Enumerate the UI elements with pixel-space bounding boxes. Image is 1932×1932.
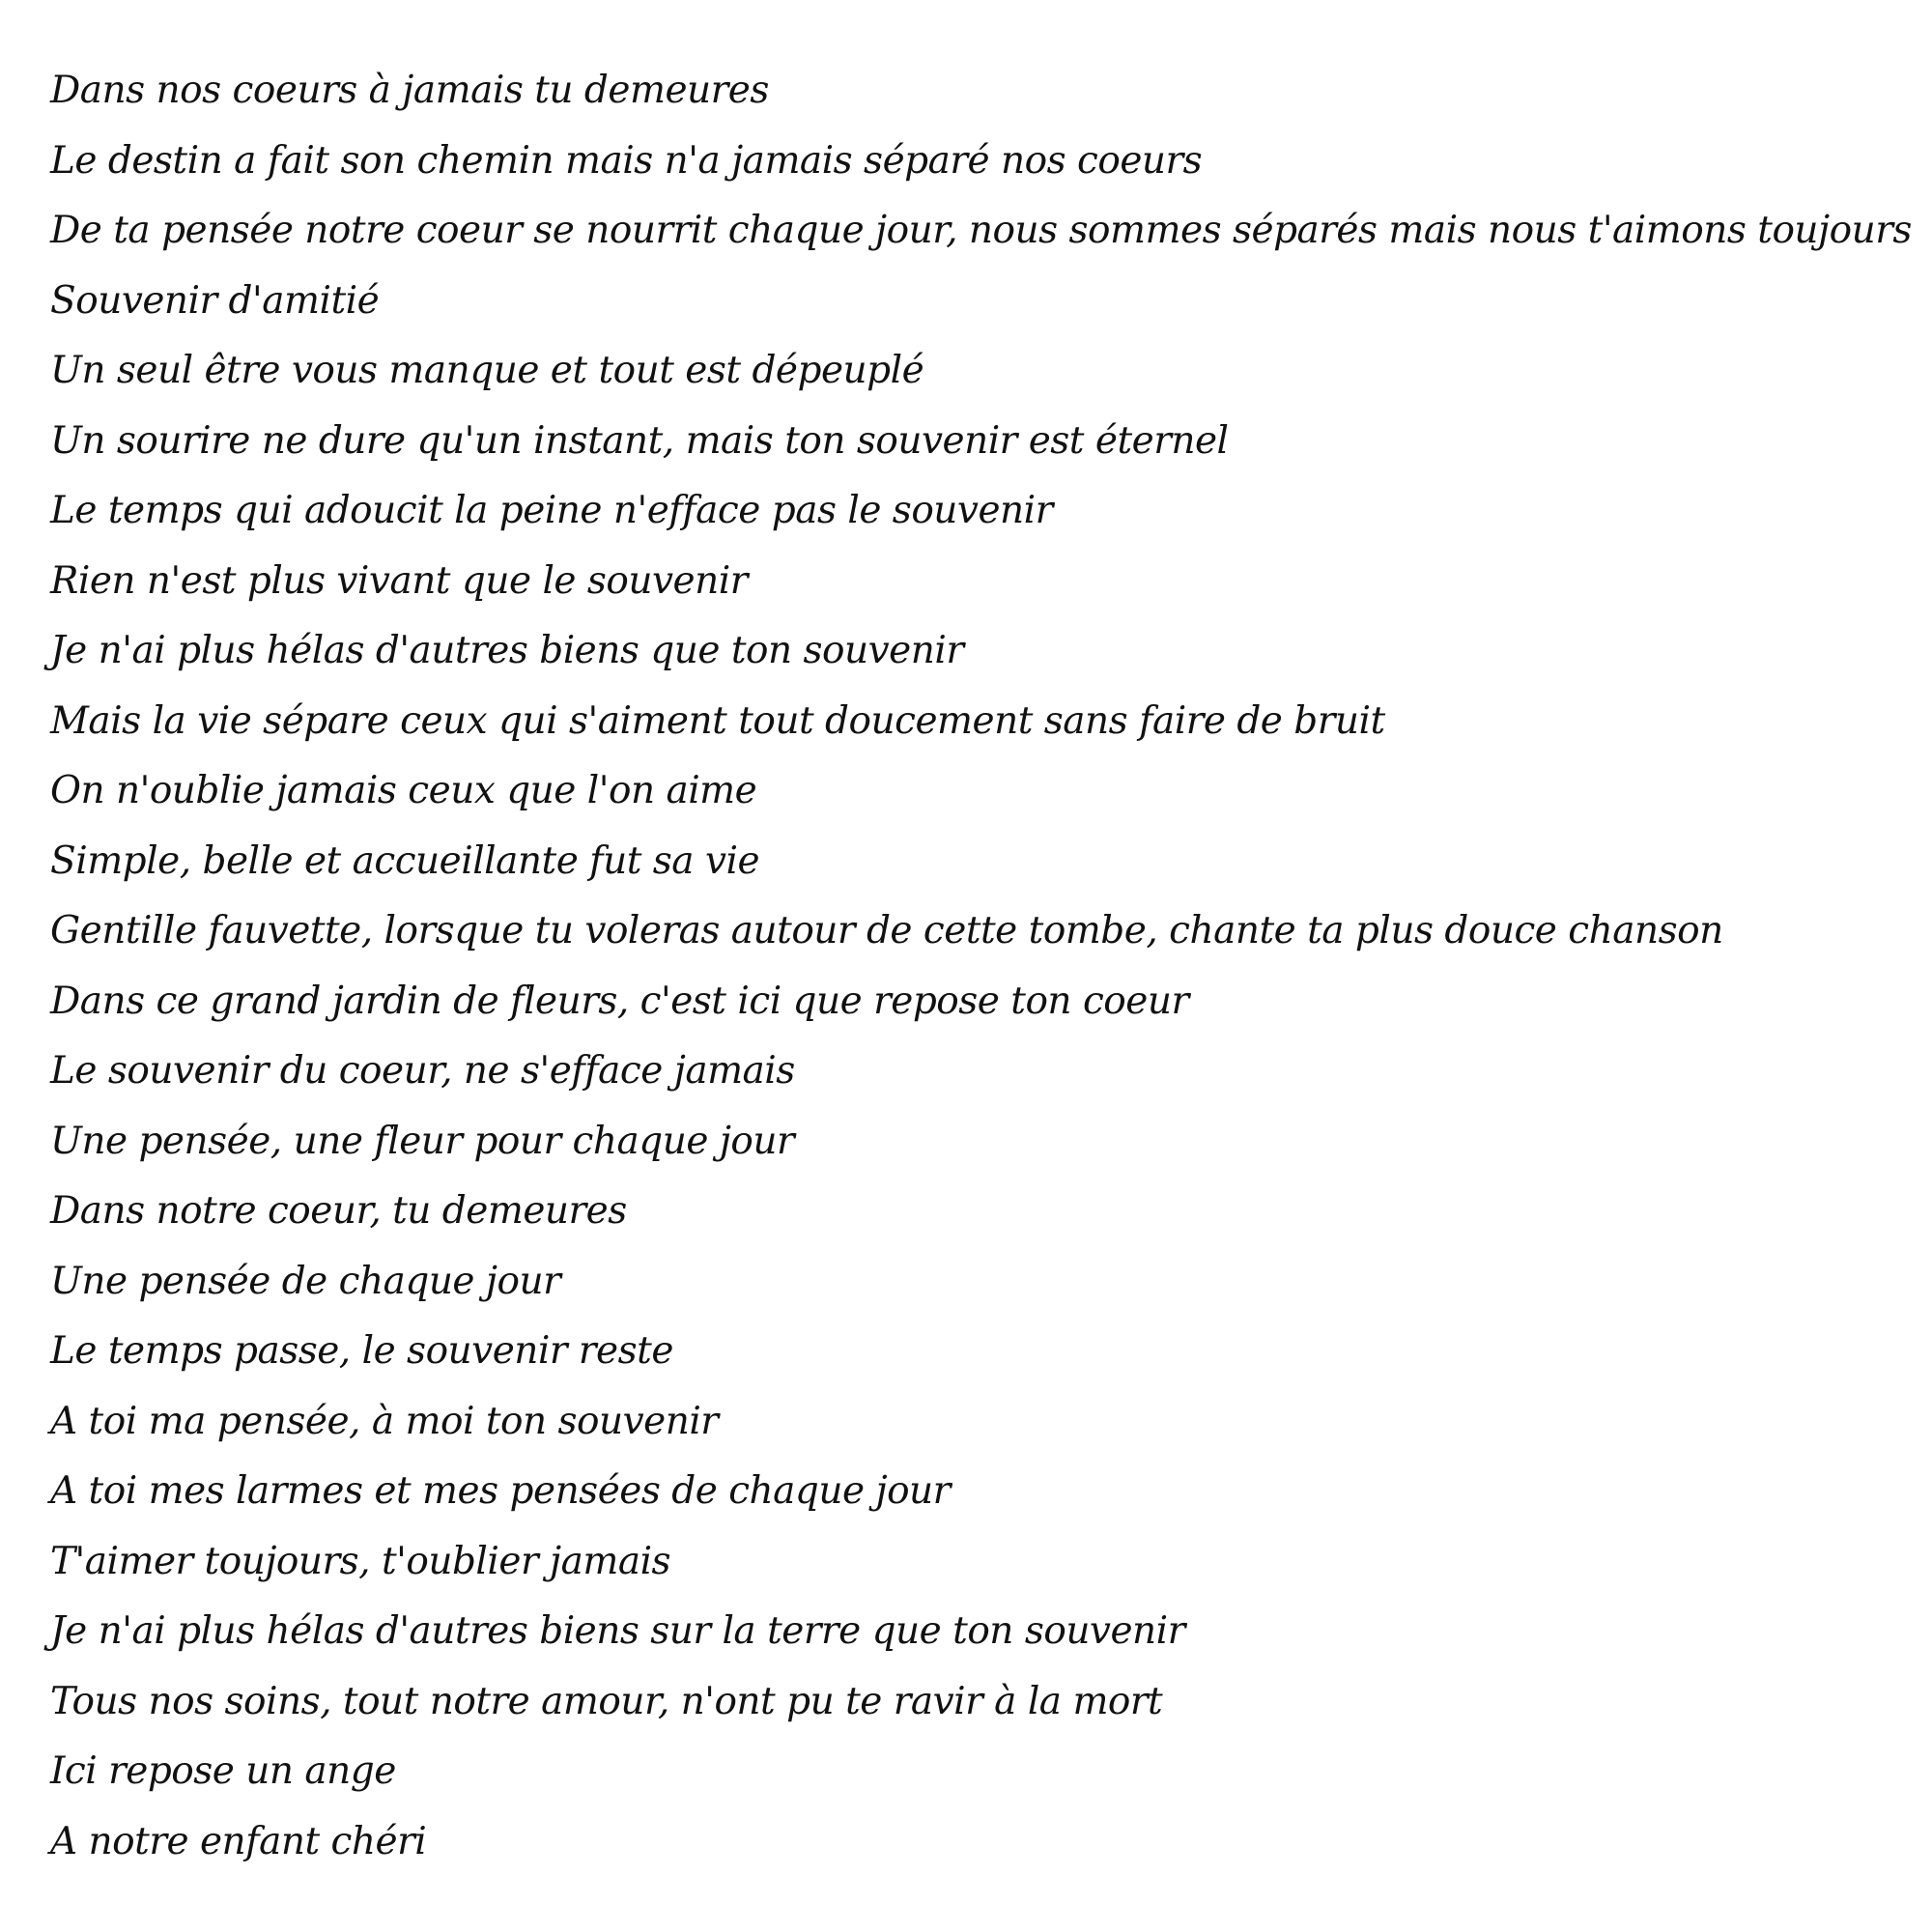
epitaph-line: Simple, belle et accueillante fut sa vie (50, 838, 760, 883)
epitaph-line: Le destin a fait son chemin mais n'a jamais séparé nos coeurs (50, 138, 1203, 183)
epitaph-line: De ta pensée notre coeur se nourrit chaque jour, nous sommes séparés mais nous t'aimons toujours (50, 209, 1912, 252)
epitaph-list (50, 56, 1912, 1877)
epitaph-line: Une pensée de chaque jour (50, 1259, 561, 1303)
epitaph-line: Je n'ai plus hélas d'autres biens sur la terre que ton souvenir (50, 1609, 1185, 1653)
epitaph-line: A notre enfant chéri (50, 1819, 427, 1863)
epitaph-line: On n'oublie jamais ceux que l'on aime (50, 769, 757, 812)
epitaph-line: T'aimer toujours, t'oublier jamais (50, 1539, 671, 1583)
epitaph-line: Un sourire ne dure qu'un instant, mais ton souvenir est éternel (50, 418, 1229, 463)
epitaph-line: Dans ce grand jardin de fleurs, c'est ici que repose ton coeur (50, 979, 1189, 1023)
epitaph-line: Dans notre coeur, tu demeures (50, 1189, 627, 1233)
epitaph-line: Un seul être vous manque et tout est dépeuplé (50, 349, 924, 392)
epitaph-line: Gentille fauvette, lorsque tu voleras autour de cette tombe, chante ta plus douce chanson (50, 909, 1723, 952)
epitaph-line: Le temps qui adoucit la peine n'efface pas le souvenir (50, 489, 1053, 532)
epitaph-line: Une pensée, une fleur pour chaque jour (50, 1119, 795, 1163)
epitaph-line: Ici repose un ange (50, 1749, 396, 1793)
epitaph-line: Le souvenir du coeur, ne s'efface jamais (50, 1049, 795, 1093)
epitaph-line: Souvenir d'amitié (50, 278, 380, 323)
epitaph-line: Le temps passe, le souvenir reste (50, 1329, 673, 1373)
epitaph-line: A toi ma pensée, à moi ton souvenir (50, 1399, 719, 1443)
epitaph-line: Je n'ai plus hélas d'autres biens que ton souvenir (50, 629, 964, 672)
epitaph-line: Dans nos coeurs à jamais tu demeures (50, 69, 769, 112)
epitaph-line: Mais la vie sépare ceux qui s'aiment tout doucement sans faire de bruit (50, 698, 1385, 743)
epitaph-line: Rien n'est plus vivant que le souvenir (50, 558, 748, 603)
epitaph-line: A toi mes larmes et mes pensées de chaque jour (50, 1469, 951, 1513)
epitaph-line: Tous nos soins, tout notre amour, n'ont pu te ravir à la mort (50, 1679, 1163, 1723)
